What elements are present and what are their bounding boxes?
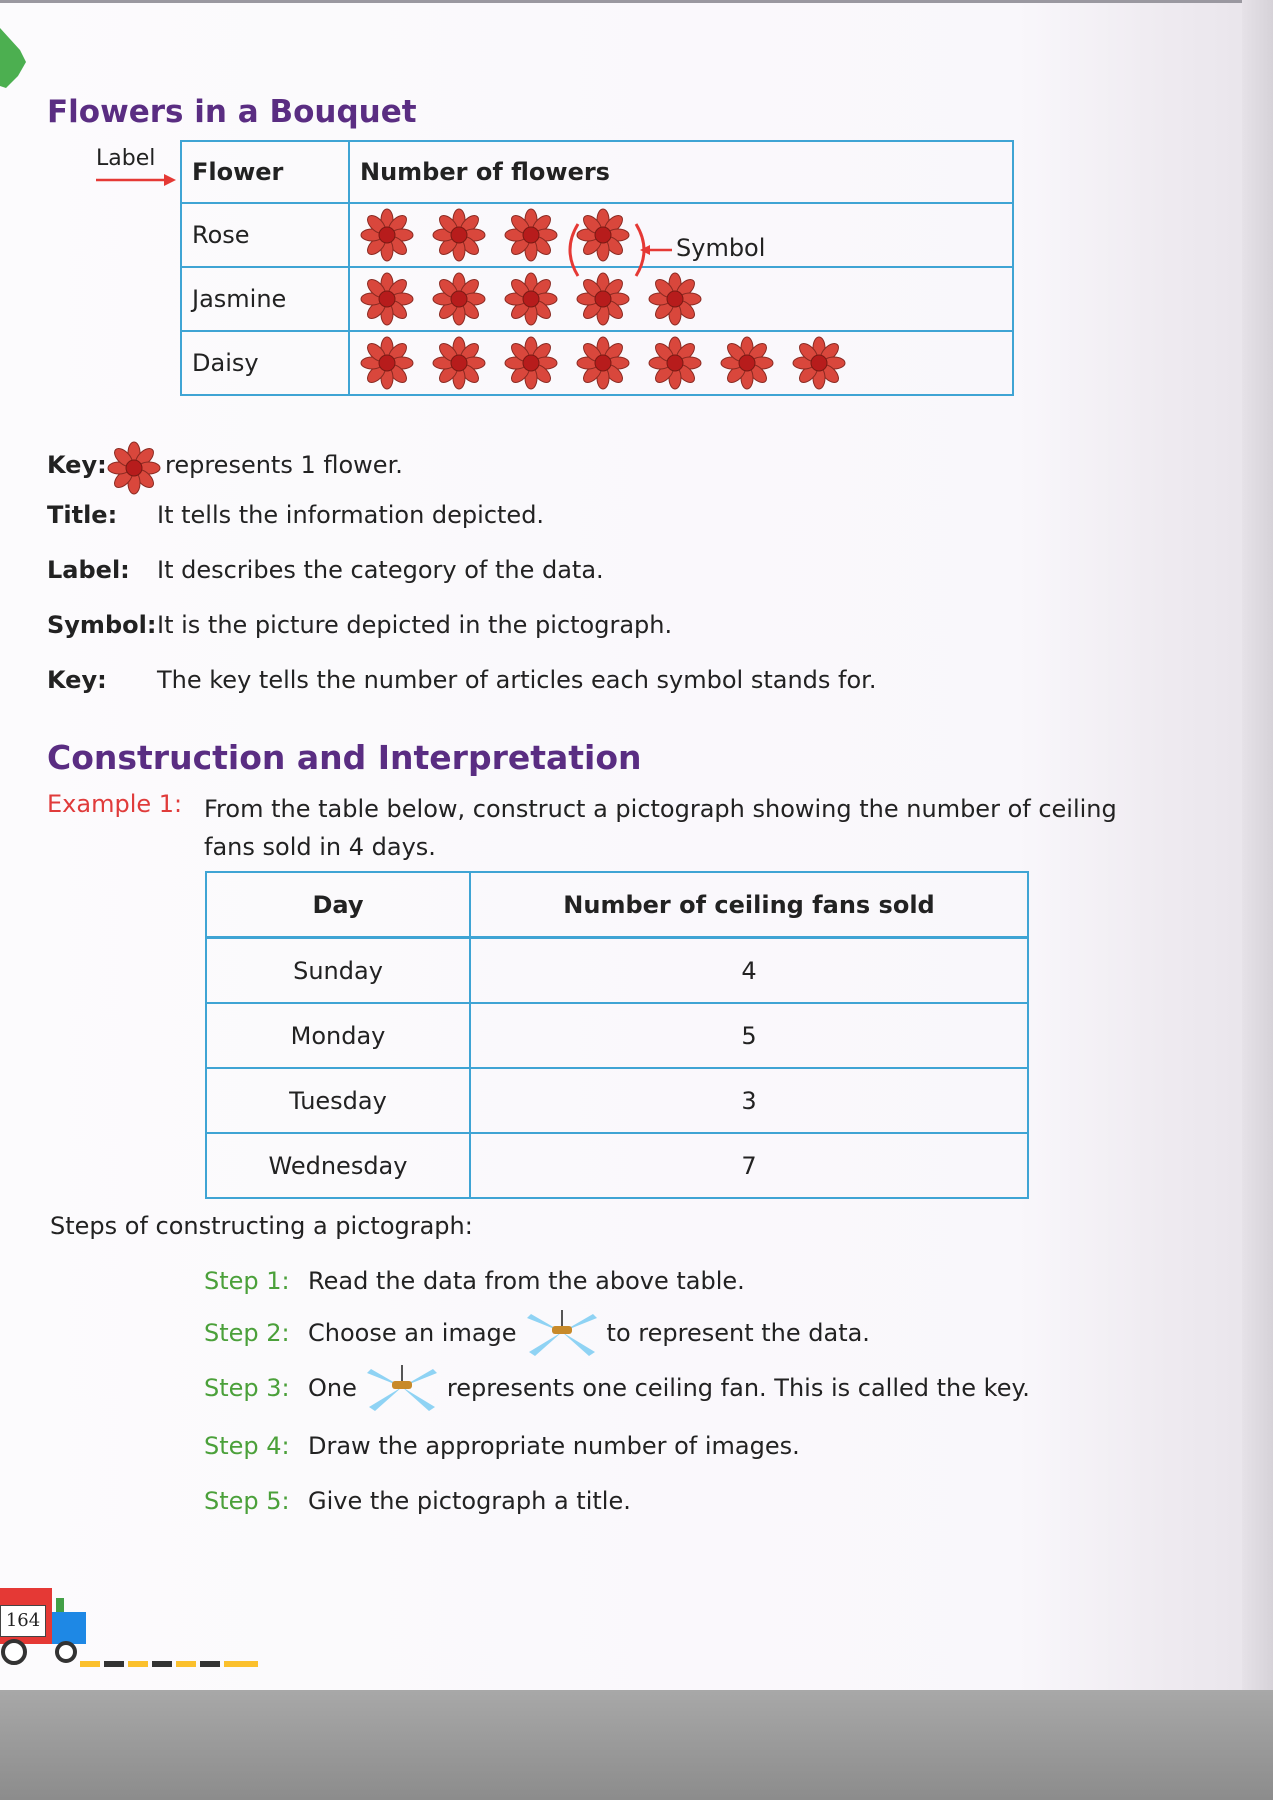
step-text: One <box>308 1374 357 1402</box>
definition-term: Label: <box>47 556 130 584</box>
header-number-of-flowers: Number of flowers <box>349 141 1013 203</box>
flower-name: Jasmine <box>181 267 349 331</box>
flower-icon <box>360 336 414 390</box>
step-text: Give the pictograph a title. <box>308 1487 631 1515</box>
table-cell-value: 3 <box>470 1068 1028 1133</box>
table-cell-day: Tuesday <box>206 1068 470 1133</box>
scan-background <box>0 1690 1273 1800</box>
example-number: Example 1: <box>47 790 183 818</box>
flower-name: Daisy <box>181 331 349 395</box>
flower-name: Rose <box>181 203 349 267</box>
definition-symbol <box>47 611 672 639</box>
step-3 <box>204 1365 1030 1413</box>
flower-icon <box>360 208 414 262</box>
definition-text: It tells the information depicted. <box>157 501 545 529</box>
table-cell-day: Sunday <box>206 938 470 1004</box>
step-text: Draw the appropriate number of images. <box>308 1432 800 1460</box>
definition-text: It is the picture depicted in the pictograph. <box>157 611 673 639</box>
definition-term: Symbol: <box>47 611 157 639</box>
step-2 <box>204 1310 870 1358</box>
leaf-icon <box>0 28 26 88</box>
symbol-annotation: Symbol <box>676 234 766 262</box>
example-text: From the table below, construct a pictograph showing the number of ceiling fans sold in 4 days. <box>204 795 1117 861</box>
page-edge <box>1242 0 1273 1690</box>
table-cell-value: 7 <box>470 1133 1028 1198</box>
flower-icon <box>432 208 486 262</box>
definition-label <box>47 556 604 584</box>
definition-term: Key: <box>47 451 107 479</box>
flower-icon <box>432 272 486 326</box>
header-day: Day <box>206 872 470 938</box>
label-annotation: Label <box>96 146 156 171</box>
header-fans-sold: Number of ceiling fans sold <box>470 872 1028 938</box>
flower-icon <box>576 272 630 326</box>
flower-icon <box>504 272 558 326</box>
section-title-construction: Construction and Interpretation <box>47 738 642 777</box>
table-cell-value: 5 <box>470 1003 1028 1068</box>
definition-text: represents 1 flower. <box>165 451 403 479</box>
flower-icon <box>648 272 702 326</box>
definition-text: The key tells the number of articles each symbol stands for. <box>157 666 877 694</box>
step-label: Step 5: <box>204 1487 290 1515</box>
flower-icon <box>360 272 414 326</box>
definition-term: Title: <box>47 501 118 529</box>
flower-symbols <box>349 331 1013 395</box>
table-cell-day: Wednesday <box>206 1133 470 1198</box>
step-1 <box>204 1267 745 1295</box>
definition-key <box>47 666 876 694</box>
flower-icon <box>792 336 846 390</box>
flower-icon <box>648 336 702 390</box>
step-text: Choose an image <box>308 1319 517 1347</box>
step-5 <box>204 1487 631 1515</box>
key-line <box>47 441 403 491</box>
example-label <box>47 790 203 818</box>
definition-title <box>47 501 544 529</box>
step-label: Step 2: <box>204 1319 290 1347</box>
flower-symbols <box>349 267 1013 331</box>
step-label: Step 1: <box>204 1267 290 1295</box>
definition-text: It describes the category of the data. <box>157 556 604 584</box>
step-text: to represent the data. <box>606 1319 870 1347</box>
arrow-right-icon <box>96 172 176 188</box>
top-border <box>0 0 1273 3</box>
step-text: represents one ceiling fan. This is called the key. <box>446 1374 1030 1402</box>
table-cell-value: 4 <box>470 938 1028 1004</box>
section-title-flowers: Flowers in a Bouquet <box>47 94 417 130</box>
flower-icon <box>720 336 774 390</box>
steps-title: Steps of constructing a pictograph: <box>50 1212 473 1240</box>
flower-icon <box>504 336 558 390</box>
symbol-bracket-icon <box>566 220 676 280</box>
step-4 <box>204 1432 800 1460</box>
step-label: Step 4: <box>204 1432 290 1460</box>
header-flower: Flower <box>181 141 349 203</box>
table-cell-day: Monday <box>206 1003 470 1068</box>
ceiling-fan-icon <box>525 1310 599 1358</box>
flower-icon <box>576 336 630 390</box>
flower-icon <box>432 336 486 390</box>
ceiling-fans-table <box>205 871 1029 1199</box>
step-text: Read the data from the above table. <box>308 1267 745 1295</box>
flower-icon <box>107 441 157 491</box>
definition-term: Key: <box>47 666 107 694</box>
step-label: Step 3: <box>204 1374 290 1402</box>
ceiling-fan-icon <box>365 1365 439 1413</box>
page-number: 164 <box>0 1605 46 1637</box>
flower-icon <box>504 208 558 262</box>
